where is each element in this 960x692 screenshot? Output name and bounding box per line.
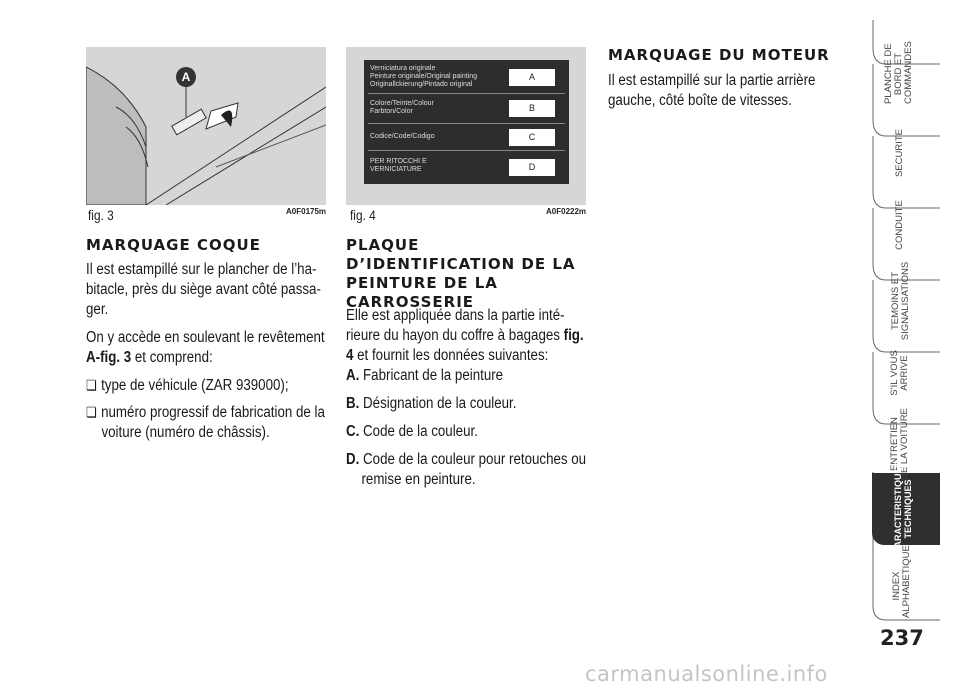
side-tab-rail: [872, 20, 873, 660]
col1-p2-text: On y accède en soulevant le revêtement: [86, 329, 325, 346]
label-row-a-text: Verniciatura originale Peinture originale/Original painting Originallckierung/Pintado original: [370, 65, 478, 88]
label-separator: [368, 123, 565, 124]
item-text: Fabricant de la peinture: [363, 367, 504, 384]
col1-p2-reference: A-fig. 3: [86, 349, 132, 366]
item-text: Code de la couleur pour retouches ou remise en peinture.: [361, 451, 587, 488]
item-key: C.: [346, 423, 360, 440]
col2-item-b: [346, 394, 589, 414]
item-key: D.: [346, 451, 360, 468]
label-row-d-text: PER RITOCCHI E VERNICIATURE: [370, 158, 427, 173]
side-tab-index[interactable]: INDEX ALPHABETIQUE: [891, 545, 912, 618]
watermark-text: carmanualsonline.info: [585, 662, 828, 686]
side-tab-entretien[interactable]: ENTRETIEN DE LA VOITURE: [889, 408, 910, 480]
col1-paragraph-1: Il est estampillé sur le plancher de l’ha-bitacle, près du siège avant côté passa-ger.: [86, 261, 321, 318]
fig3-code: A0F0175m: [286, 207, 327, 216]
fig4-caption: fig. 4: [350, 207, 376, 223]
col1-p2-text-end: et comprend:: [134, 349, 213, 366]
item-key: B.: [346, 395, 360, 412]
label-box-c: C: [509, 129, 555, 146]
side-tab-sil-vous-arrive[interactable]: S’IL VOUS ARRIVE: [889, 350, 910, 396]
paint-identification-plate: [364, 60, 569, 184]
checkbox-bullet-icon: [86, 404, 101, 421]
col2-item-a: [346, 366, 589, 386]
figure-3-image: [86, 47, 326, 205]
item-text: Code de la couleur.: [363, 423, 478, 440]
label-separator: [368, 93, 565, 94]
fig4-code: A0F0222m: [546, 207, 587, 216]
side-tab-planche-de-bord[interactable]: PLANCHE DE BORD ET COMMANDES: [883, 41, 914, 104]
side-tab-temoins[interactable]: TEMOINS ET SIGNALISATIONS: [890, 261, 911, 341]
page-number: 237: [880, 626, 924, 650]
door-sill-illustration: [86, 47, 326, 205]
label-box-b: B: [509, 100, 555, 117]
heading-plaque-identification: PLAQUE D’IDENTIFICATION DE LA PEINTURE DE LA CARROSSERIE: [346, 236, 576, 311]
col2-p1-text-end: et fournit les données suivantes:: [357, 347, 549, 364]
col2-p1-reference: fig. 4: [346, 327, 584, 364]
side-tab-caracteristiques[interactable]: CARACTERISTIQUES TECHNIQUES: [893, 461, 913, 554]
col2-item-c: [346, 422, 589, 442]
fig3-caption: fig. 3: [88, 207, 114, 223]
col1-bullet-2: [86, 402, 342, 443]
item-key: A.: [346, 367, 360, 384]
label-box-d: D: [509, 159, 555, 176]
label-separator: [368, 150, 565, 151]
col2-paragraph-1: [346, 306, 589, 366]
col2-item-d: [346, 450, 604, 490]
side-tab-conduite[interactable]: CONDUITE: [894, 200, 905, 250]
col1-bullet-1: ❏ type de véhicule (ZAR 939000);: [86, 375, 327, 396]
label-row-c-text: Codice/Code/Codigo: [370, 133, 435, 140]
heading-marquage-coque: MARQUAGE COQUE: [86, 236, 261, 254]
col1-paragraph-2: [86, 328, 327, 368]
heading-marquage-moteur: MARQUAGE DU MOTEUR: [608, 46, 830, 64]
label-row-b-text: Colore/Teinte/Colour Farbton/Color: [370, 100, 434, 115]
col3-paragraph-1: Il est estampillé sur la partie arrière gauche, côté boîte de vitesses.: [608, 72, 816, 109]
col1-bullet-2-text: numéro progressif de fabrication de la voiture (numéro de châssis).: [101, 404, 325, 441]
item-text: Désignation de la couleur.: [363, 395, 517, 412]
side-tab-securite[interactable]: SECURITE: [894, 128, 905, 178]
col2-p1-text: Elle est appliquée dans la partie inté-rieure du hayon du coffre à bagages: [346, 307, 565, 344]
fig3-marker: A: [176, 67, 196, 87]
label-box-a: A: [509, 69, 555, 86]
